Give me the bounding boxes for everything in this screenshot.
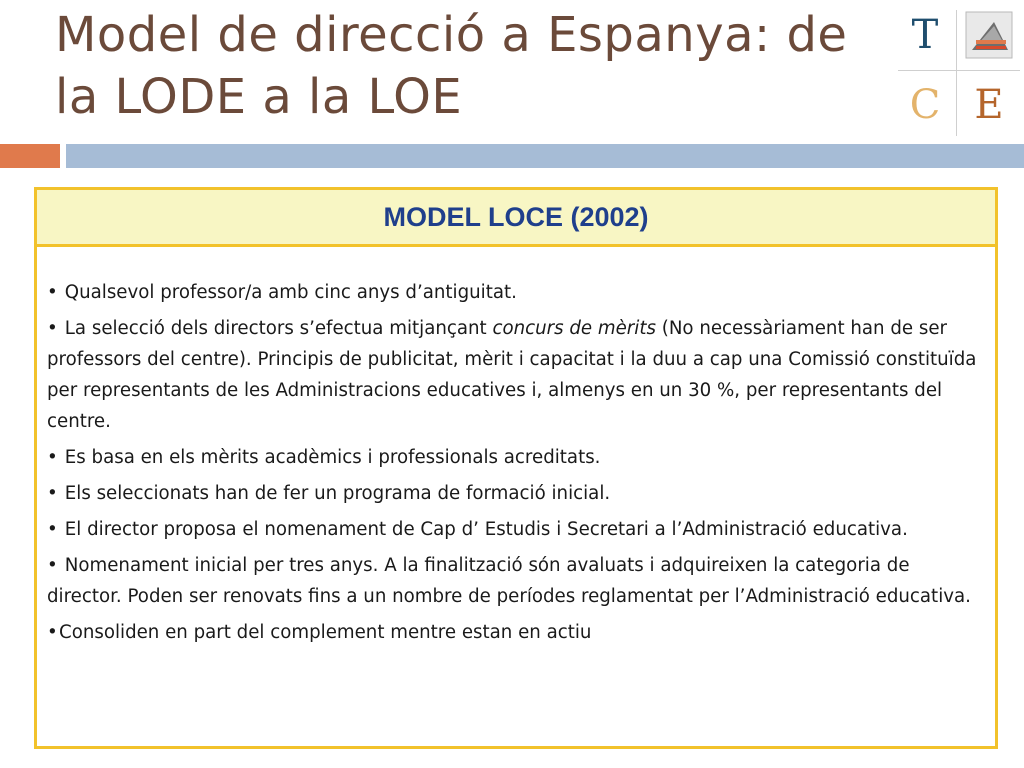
list-item [47, 617, 987, 648]
slide-title-line-2: la LODE a la LOE [55, 69, 463, 125]
tce-logo [896, 4, 1024, 138]
bullet-icon: • [47, 447, 58, 468]
bullet-icon: • [47, 622, 58, 643]
list-item-text: Es basa en els mèrits acadèmics i professionals acreditats. [59, 447, 601, 468]
slide-title-line-1: Model de direcció a Espanya: de [55, 7, 848, 63]
list-item-text-continued: (No necessàriament han de ser professors del centre). Principis de publicitat, mèrit i capacitat i la duu a cap una Comissió constituïda per representants de les Administracions educatives i, almenys en un 30 %, per representants del centre. [47, 318, 977, 432]
list-item [47, 442, 987, 473]
slide-title [55, 4, 895, 128]
list-item-text: El director proposa el nomenament de Cap d’ Estudis i Secretari a l’Administració educativa. [59, 519, 908, 540]
bullet-icon: • [47, 483, 58, 504]
bullet-icon: • [47, 282, 58, 303]
list-item-text: Qualsevol professor/a amb cinc anys d’antiguitat. [59, 282, 517, 303]
accent-bar-orange [0, 144, 60, 168]
list-item-text: Consoliden en part del complement mentre estan en actiu [59, 622, 592, 643]
list-item-text: Els seleccionats han de fer un programa de formació inicial. [59, 483, 611, 504]
logo-divider-vertical [956, 10, 957, 136]
list-item [47, 277, 987, 308]
logo-divider-horizontal [898, 70, 1020, 71]
bullet-icon: • [47, 519, 58, 540]
list-item [47, 514, 987, 545]
list-item-emphasis: concurs de mèrits [492, 318, 656, 339]
logo-letter-c: C [909, 82, 941, 128]
list-item-text: La selecció dels directors s’efectua mitjançant [59, 318, 493, 339]
list-item-text: Nomenament inicial per tres anys. A la finalització són avaluats i adquireixen la categoria de director. Poden ser renovats fins a un nombre de períodes reglamentat per l’Administració educativa. [47, 555, 971, 607]
bullet-icon: • [47, 318, 58, 339]
logo-letter-e: E [974, 82, 1004, 128]
list-item [47, 550, 987, 612]
box-header: MODEL LOCE (2002) [37, 190, 995, 247]
list-item [47, 478, 987, 509]
bullet-icon: • [47, 555, 58, 576]
logo-triangle-icon [960, 4, 1018, 66]
list-item [47, 313, 987, 437]
content-box [34, 187, 998, 749]
logo-letter-t: T [911, 12, 939, 58]
accent-bar-blue [66, 144, 1024, 168]
box-body [37, 247, 995, 648]
